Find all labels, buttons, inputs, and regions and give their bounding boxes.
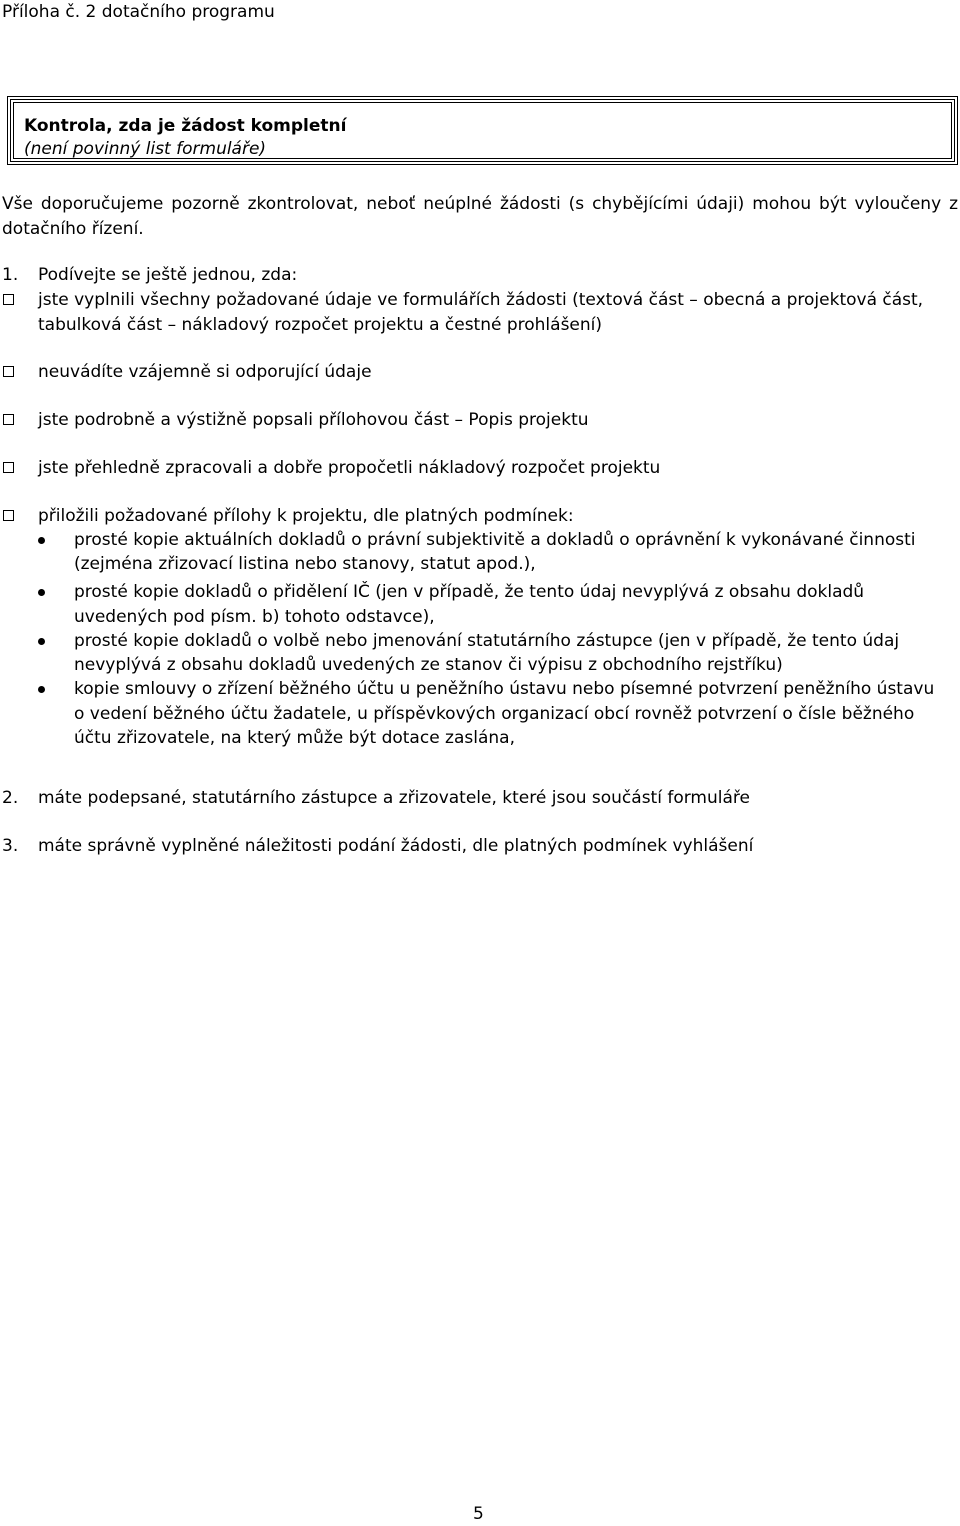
document-header: Příloha č. 2 dotačního programu xyxy=(2,2,275,22)
check-item-line: jste vyplnili všechny požadované údaje ve formulářích žádosti (textová část – obecná a projektová část, xyxy=(38,290,924,310)
section-1-number: 1. xyxy=(2,265,19,285)
bullet-item-line: nevyplývá z obsahu dokladů uvedených ze stanov či výpisu z obchodního rejstříku) xyxy=(74,655,783,675)
bullet-icon xyxy=(38,638,45,645)
check-item-line: jste přehledně zpracovali a dobře propočetli nákladový rozpočet projektu xyxy=(38,458,661,478)
bullet-item-line: prosté kopie aktuálních dokladů o právní subjektivitě a dokladů o oprávnění k vykonávané činnosti xyxy=(74,530,916,550)
bullet-item-line: prosté kopie dokladů o volbě nebo jmenování statutárního zástupce (jen v případě, že tento údaj xyxy=(74,631,900,651)
section-2-text: máte podepsané, statutárního zástupce a zřizovatele, které jsou součástí formuláře xyxy=(38,788,750,808)
bullet-icon xyxy=(38,686,45,693)
intro-paragraph: Vše doporučujeme pozorně zkontrolovat, neboť neúplné žádosti (s chybějícími údaji) mohou být vyloučeny z dotačního řízení. xyxy=(2,194,958,239)
checkbox-icon[interactable] xyxy=(3,294,14,305)
section-3-text: máte správně vyplněné náležitosti podání žádosti, dle platných podmínek vyhlášení xyxy=(38,836,754,856)
bullet-item-line: prosté kopie dokladů o přidělení IČ (jen v případě, že tento údaj nevyplývá z obsahu dokladů xyxy=(74,582,865,602)
bullet-item-line: kopie smlouvy o zřízení běžného účtu u peněžního ústavu nebo písemné potvrzení peněžního ústavu xyxy=(74,679,935,699)
checklist-title-box-inner xyxy=(13,102,952,159)
bullet-icon xyxy=(38,589,45,596)
bullet-item-line: (zejména zřizovací listina nebo stanovy, statut apod.), xyxy=(74,554,536,574)
checkbox-icon[interactable] xyxy=(3,462,14,473)
bullet-icon xyxy=(38,537,45,544)
check-item-line: neuvádíte vzájemně si odporující údaje xyxy=(38,362,372,382)
page-number: 5 xyxy=(473,1504,484,1524)
check-item-line: přiložili požadované přílohy k projektu, dle platných podmínek: xyxy=(38,506,574,526)
bullet-item-line: účtu zřizovatele, na který může být dotace zaslána, xyxy=(74,728,515,748)
checkbox-icon[interactable] xyxy=(3,366,14,377)
checklist-subtitle: (není povinný list formuláře) xyxy=(24,139,267,159)
checkbox-icon[interactable] xyxy=(3,414,14,425)
bullet-item-line: o vedení běžného účtu žadatele, u příspěvkových organizací obcí rovněž potvrzení o čísle běžného xyxy=(74,704,915,724)
checklist-title-box xyxy=(7,96,958,165)
section-3-number: 3. xyxy=(2,836,19,856)
section-2-number: 2. xyxy=(2,788,19,808)
checkbox-icon[interactable] xyxy=(3,510,14,521)
checklist-title: Kontrola, zda je žádost kompletní xyxy=(24,116,347,136)
check-item-line: jste podrobně a výstižně popsali přílohovou část – Popis projektu xyxy=(38,410,589,430)
bullet-item-line: uvedených pod písm. b) tohoto odstavce), xyxy=(74,607,435,627)
section-1-heading: Podívejte se ještě jednou, zda: xyxy=(38,265,298,285)
check-item-line: tabulková část – nákladový rozpočet projektu a čestné prohlášení) xyxy=(38,315,603,335)
